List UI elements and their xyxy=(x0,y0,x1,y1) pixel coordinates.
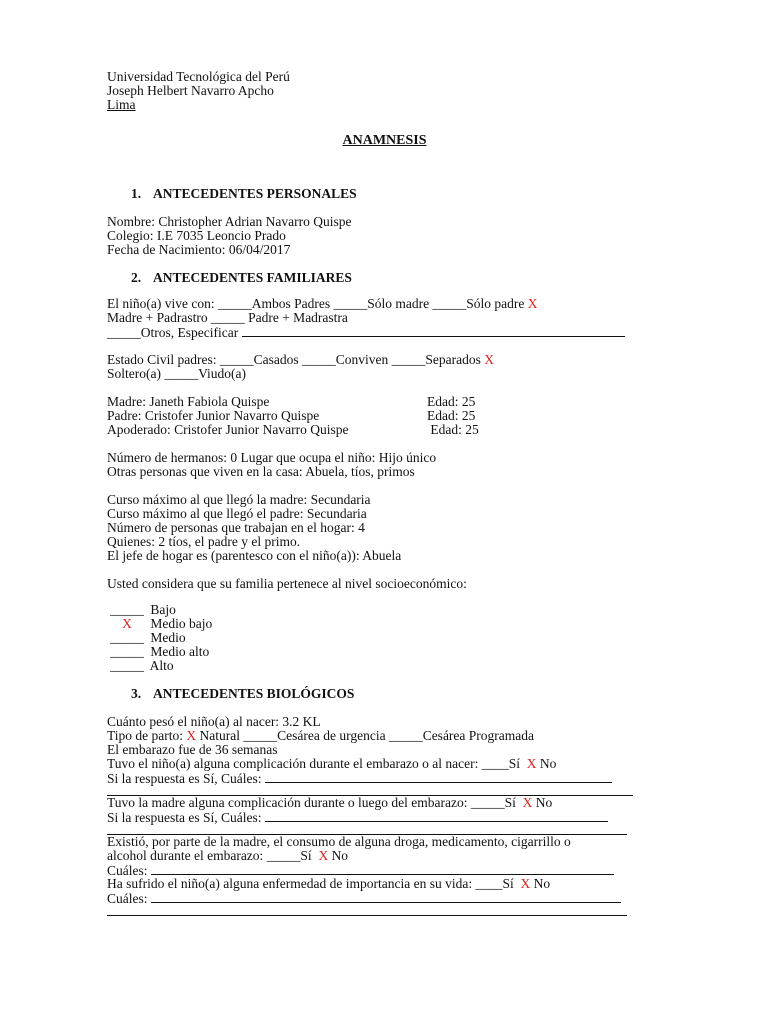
otras-personas: Otras personas que viven en la casa: Abuela, tíos, primos xyxy=(107,464,415,479)
estado-civil-line xyxy=(107,353,647,367)
padre-name: Padre: Cristofer Junior Navarro Quispe xyxy=(107,408,320,423)
blank-line xyxy=(242,325,625,337)
nivel-option-medio-alto xyxy=(107,645,647,659)
no-label: No xyxy=(532,795,553,810)
section-title: ANTECEDENTES FAMILIARES xyxy=(153,270,352,285)
curso-padre: Curso máximo al que llegó el padre: Secundaria xyxy=(107,506,367,521)
padre-row xyxy=(107,409,647,423)
field-fecha-nacimiento: Fecha de Nacimiento: 06/04/2017 xyxy=(107,242,291,257)
curso-madre: Curso máximo al que llegó la madre: Secundaria xyxy=(107,492,371,507)
apoderado-name: Apoderado: Cristofer Junior Navarro Quispe xyxy=(107,422,349,437)
nivel-option-bajo xyxy=(107,603,647,617)
section-number: 2. xyxy=(131,270,142,285)
complicacion-nino xyxy=(107,757,647,771)
semanas-embarazo: El embarazo fue de 36 semanas xyxy=(107,742,278,757)
tipo-parto xyxy=(107,729,647,743)
check-mark: X xyxy=(186,728,197,743)
otros-label: _____Otros, Especificar xyxy=(107,325,242,340)
cuales-label: Cuáles: xyxy=(107,863,151,878)
cuales-4 xyxy=(107,891,647,905)
option-mark: _____ xyxy=(110,630,144,645)
section-3-heading xyxy=(107,687,647,701)
field-nombre: Nombre: Christopher Adrian Navarro Quispe xyxy=(107,214,352,229)
madre-name: Madre: Janeth Fabiola Quispe xyxy=(107,394,270,409)
quienes: Quienes: 2 tíos, el padre y el primo. xyxy=(107,534,301,549)
jefe-hogar: El jefe de hogar es (parentesco con el niño(a)): Abuela xyxy=(107,548,402,563)
no-label: No xyxy=(530,876,551,891)
blank-line xyxy=(265,810,608,822)
madre-edad: Edad: 25 xyxy=(427,394,476,409)
vive-con-line xyxy=(107,297,647,311)
author-name: Joseph Helbert Navarro Apcho xyxy=(107,83,274,98)
cuales-2 xyxy=(107,810,647,824)
tipo-parto-options: Natural _____Cesárea de urgencia _____Cesárea Programada xyxy=(196,728,535,743)
city: Lima xyxy=(107,97,136,112)
option-mark: _____ xyxy=(110,602,144,617)
consumo-drogas-2 xyxy=(107,849,647,863)
cuales-label: Si la respuesta es Sí, Cuáles: xyxy=(107,810,265,825)
consumo-drogas-text: alcohol durante el embarazo: _____Sí xyxy=(107,848,319,863)
check-mark: X xyxy=(318,848,329,863)
option-mark: _____ xyxy=(110,658,144,673)
peso-al-nacer: Cuánto pesó el niño(a) al nacer: 3.2 KL xyxy=(107,714,321,729)
check-mark: X xyxy=(520,876,531,891)
document-title: ANAMNESIS xyxy=(342,133,427,148)
complicacion-madre-text: Tuvo la madre alguna complicación durante o luego del embarazo: _____Sí xyxy=(107,795,523,810)
check-mark: X xyxy=(526,756,537,771)
complicacion-nino-text: Tuvo el niño(a) alguna complicación durante el embarazo o al nacer: ____Sí xyxy=(107,756,527,771)
vive-con-line-2: Madre + Padrastro _____ Padre + Madrastra xyxy=(107,310,348,325)
nivel-option-medio-bajo xyxy=(107,617,647,631)
cuales-label: Si la respuesta es Sí, Cuáles: xyxy=(107,771,265,786)
enfermedad-text: Ha sufrido el niño(a) alguna enfermedad de importancia en su vida: ____Sí xyxy=(107,876,521,891)
blank-line xyxy=(265,771,612,783)
madre-row xyxy=(107,395,647,409)
apoderado-row xyxy=(107,423,647,437)
no-label: No xyxy=(328,848,349,863)
section-1-heading xyxy=(107,187,647,201)
university-name: Universidad Tecnológica del Perú xyxy=(107,69,290,84)
option-mark: _____ xyxy=(110,644,144,659)
personas-trabajan: Número de personas que trabajan en el hogar: 4 xyxy=(107,520,365,535)
enfermedad-importancia xyxy=(107,877,647,891)
section-number: 3. xyxy=(131,686,142,701)
section-title: ANTECEDENTES PERSONALES xyxy=(153,186,357,201)
cuales-label: Cuáles: xyxy=(107,891,151,906)
check-mark: X xyxy=(527,296,538,311)
document-page xyxy=(107,70,647,916)
section-title: ANTECEDENTES BIOLÓGICOS xyxy=(153,686,355,701)
check-mark: X xyxy=(122,616,132,631)
no-label: No xyxy=(536,756,557,771)
option-label: Bajo xyxy=(147,602,176,617)
option-label: Alto xyxy=(147,658,174,673)
otros-especificar xyxy=(107,325,647,339)
vive-con-text: El niño(a) vive con: _____Ambos Padres _____Sólo madre _____Sólo padre xyxy=(107,296,528,311)
option-label: Medio alto xyxy=(147,644,210,659)
tipo-parto-label: Tipo de parto: xyxy=(107,728,187,743)
blank-line xyxy=(151,891,621,903)
section-2-heading xyxy=(107,271,647,285)
field-colegio: Colegio: I.E 7035 Leoncio Prado xyxy=(107,228,286,243)
check-mark: X xyxy=(522,795,533,810)
complicacion-madre xyxy=(107,796,647,810)
section-number: 1. xyxy=(131,186,142,201)
nivel-option-alto xyxy=(107,659,647,673)
blank-line xyxy=(151,863,614,875)
numero-hermanos: Número de hermanos: 0 Lugar que ocupa el niño: Hijo único xyxy=(107,450,437,465)
estado-civil-text: Estado Civil padres: _____Casados _____Conviven _____Separados xyxy=(107,352,485,367)
apoderado-edad: Edad: 25 xyxy=(427,422,479,437)
cuales-3 xyxy=(107,863,647,877)
option-label: Medio bajo xyxy=(147,616,213,631)
option-label: Medio xyxy=(147,630,186,645)
cuales-1 xyxy=(107,771,647,785)
estado-civil-line-2: Soltero(a) _____Viudo(a) xyxy=(107,366,247,381)
consumo-drogas: Existió, por parte de la madre, el consumo de alguna droga, medicamento, cigarrillo o xyxy=(107,834,571,849)
check-mark: X xyxy=(484,352,494,367)
padre-edad: Edad: 25 xyxy=(427,408,476,423)
blank-line xyxy=(107,905,627,916)
nivel-option-medio xyxy=(107,631,647,645)
nivel-socioeconomico-question: Usted considera que su familia pertenece al nivel socioeconómico: xyxy=(107,576,467,591)
